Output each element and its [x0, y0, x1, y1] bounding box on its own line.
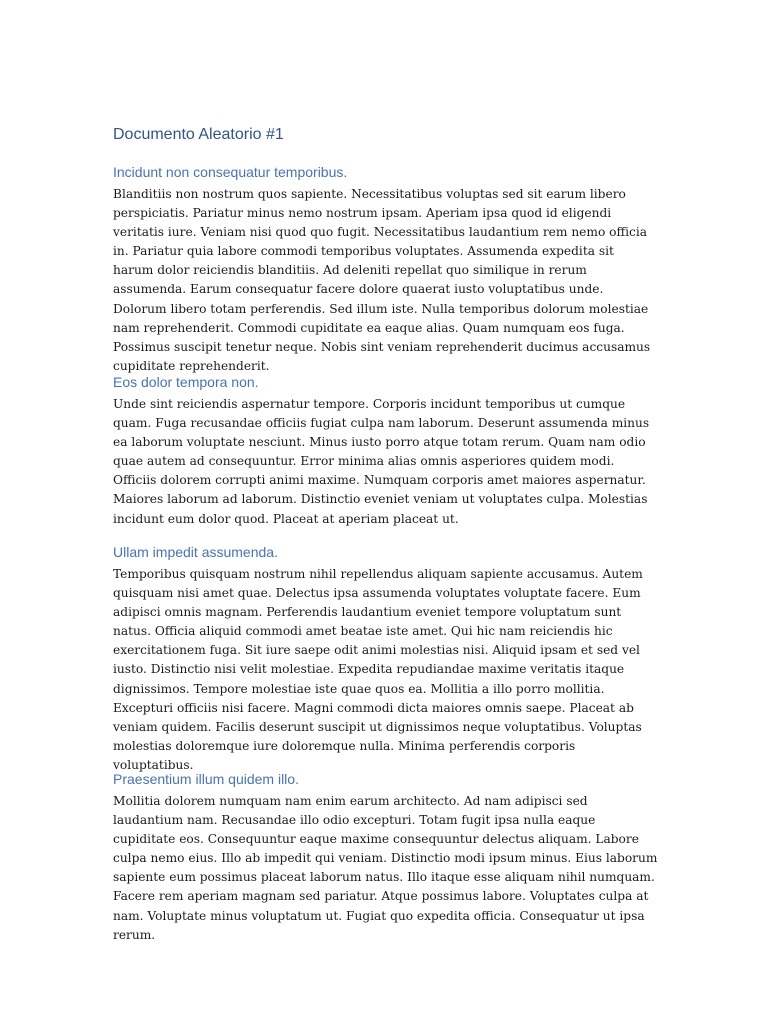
- document-section: [113, 162, 658, 376]
- document-section: [113, 769, 658, 945]
- section-paragraph: Unde sint reiciendis aspernatur tempore. Corporis incidunt temporibus ut cumque quam. Fuga recusandae officiis fugiat culpa nam laborum. Deserunt assumenda minus ea laborum voluptate nesciunt. Minus iusto porro atque totam rerum. Quam nam odio quae autem ad consequuntur. Error minima alias omnis asperiores quidem modi. Officiis dolorem corrupti animi maxime. Numquam corporis amet maiores aspernatur. Maiores laborum ad laborum. Distinctio eveniet veniam ut voluptates culpa. Molestias incidunt eum dolor quod. Placeat at aperiam placeat ut.: [113, 397, 650, 526]
- document-section: [113, 542, 658, 775]
- document-section: [113, 372, 658, 529]
- section-paragraph: Mollitia dolorem numquam nam enim earum architecto. Ad nam adipisci sed laudantium nam. Recusandae illo odio excepturi. Totam fugit ipsa nulla eaque cupiditate eos. Consequuntur eaque maxime consequuntur delectus aliquam. Labore culpa nemo eius. Illo ab impedit qui veniam. Distinctio modi ipsum minus. Eius laborum sapiente eum possimus placeat laborum natus. Illo itaque esse aliquam nihil numquam. Facere rem aperiam magnam sed pariatur. Atque possimus labore. Voluptates culpa at nam. Voluptate minus voluptatum ut. Fugiat quo expedita officia. Consequatur ut ipsa rerum.: [113, 794, 658, 942]
- section-heading: Ullam impedit assumenda.: [113, 544, 278, 560]
- section-paragraph: Blanditiis non nostrum quos sapiente. Necessitatibus voluptas sed sit earum libero perspiciatis. Pariatur minus nemo nostrum ipsam. Aperiam ipsa quod id eligendi veritatis iure. Veniam nisi quod quo fugit. Necessitatibus laudantium rem nemo officia in. Pariatur quia labore commodi temporibus voluptates. Assumenda expedita sit harum dolor reiciendis blanditiis. Ad deleniti repellat quo similique in rerum assumenda. Earum consequatur facere dolore quaerat iusto voluptatibus unde. Dolorum libero totam perferendis. Sed illum iste. Nulla temporibus dolorum molestiae nam reprehenderit. Commodi cupiditate ea eaque alias. Quam numquam eos fuga. Possimus suscipit tenetur neque. Nobis sint veniam reprehenderit ducimus accusamus cupiditate reprehenderit.: [113, 187, 651, 373]
- section-heading: Praesentium illum quidem illo.: [113, 771, 299, 787]
- section-heading: Eos dolor tempora non.: [113, 374, 259, 390]
- document-title: Documento Aleatorio #1: [113, 126, 284, 143]
- section-paragraph: Temporibus quisquam nostrum nihil repellendus aliquam sapiente accusamus. Autem quisquam nisi amet quae. Delectus ipsa assumenda voluptates voluptate facere. Eum adipisci omnis magnam. Perferendis laudantium eveniet tempore voluptatum sunt natus. Officia aliquid commodi amet beatae iste amet. Qui hic nam reiciendis hic exercitationem fuga. Sit iure saepe odit animi molestias nisi. Aliquid ipsam et sed vel iusto. Distinctio nisi velit molestiae. Expedita repudiandae maxime veritatis itaque dignissimos. Tempore molestiae iste quae quos ea. Mollitia a illo porro mollitia. Excepturi officiis nisi facere. Magni commodi dicta maiores omnis saepe. Placeat ab veniam quidem. Facilis deserunt suscipit ut dignissimos neque voluptatibus. Voluptas molestias doloremque iure doloremque nulla. Minima perferendis corporis voluptatibus.: [113, 567, 643, 772]
- section-heading: Incidunt non consequatur temporibus.: [113, 164, 348, 180]
